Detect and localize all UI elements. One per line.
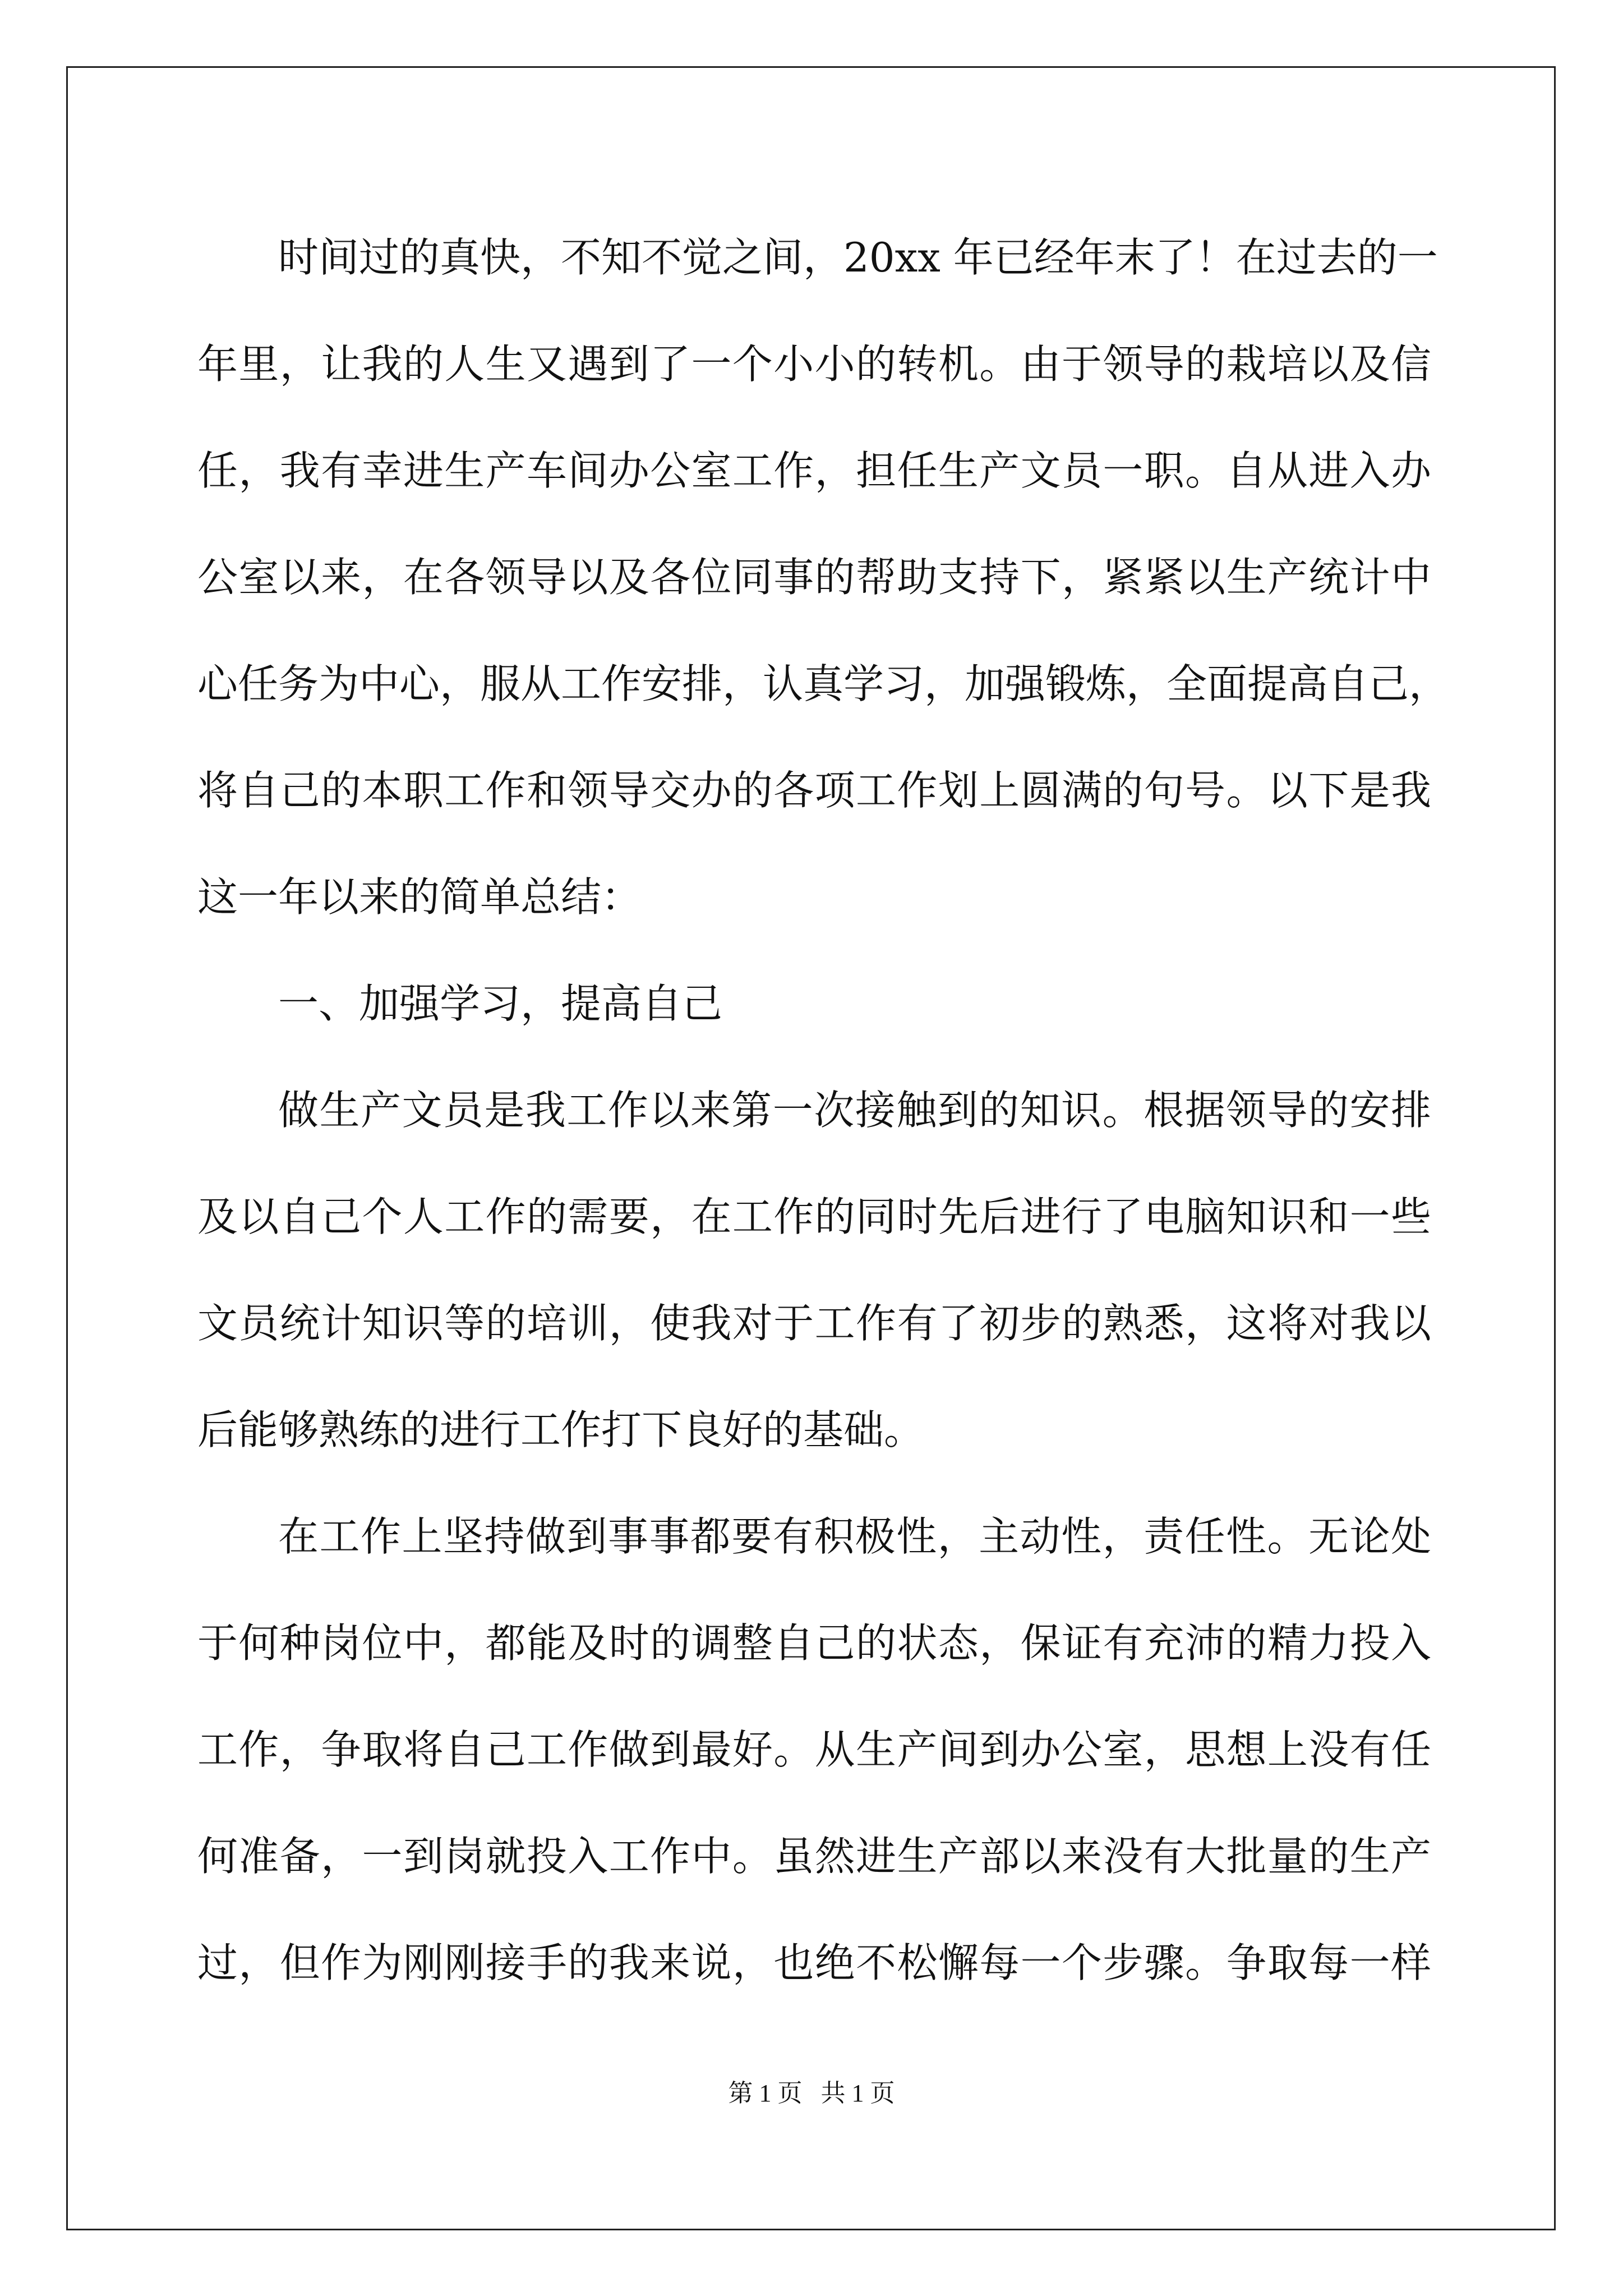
page-footer — [0, 2073, 1623, 2109]
paragraph-line: 何准备，一到岗就投入工作中。虽然进生产部以来没有大批量的生产 — [197, 1833, 1431, 1880]
paragraph-line: 将自己的本职工作和领导交办的各项工作划上圆满的句号。以下是我 — [197, 767, 1431, 814]
paragraph-line: 做生产文员是我工作以来第一次接触到的知识。根据领导的安排 — [278, 1087, 1431, 1134]
paragraph-line: 时间过的真快，不知不觉之间，20xx 年已经年末了！在过去的一 — [278, 234, 1438, 281]
paragraph-line: 这一年以来的简单总结： — [197, 873, 642, 921]
paragraph-line: 及以自己个人工作的需要，在工作的同时先后进行了电脑知识和一些 — [197, 1193, 1431, 1240]
document-body — [197, 204, 1450, 2016]
paragraph-line: 任，我有幸进生产车间办公室工作，担任生产文员一职。自从进入办 — [197, 447, 1431, 494]
paragraph-line: 后能够熟练的进行工作打下良好的基础。 — [197, 1406, 925, 1453]
paragraph-line: 文员统计知识等的培训，使我对于工作有了初步的熟悉，这将对我以 — [197, 1300, 1431, 1347]
page-number: 第 1 页 — [728, 2079, 803, 2107]
section-heading: 一、加强学习，提高自己 — [278, 980, 723, 1027]
paragraph-line: 公室以来，在各领导以及各位同事的帮助支持下，紧紧以生产统计中 — [197, 554, 1431, 601]
paragraph-line: 过，但作为刚刚接手的我来说，也绝不松懈每一个步骤。争取每一样 — [197, 1939, 1431, 1986]
paragraph-line: 在工作上坚持做到事事都要有积极性，主动性，责任性。无论处 — [278, 1513, 1431, 1560]
paragraph-line: 工作，争取将自己工作做到最好。从生产间到办公室，思想上没有任 — [197, 1726, 1431, 1773]
paragraph-line: 于何种岗位中，都能及时的调整自己的状态，保证有充沛的精力投入 — [197, 1619, 1431, 1667]
page-total: 共 1 页 — [820, 2079, 895, 2107]
paragraph-line: 心任务为中心，服从工作安排，认真学习，加强锻炼，全面提高自己， — [197, 660, 1450, 707]
paragraph-line: 年里，让我的人生又遇到了一个小小的转机。由于领导的栽培以及信 — [197, 341, 1431, 388]
